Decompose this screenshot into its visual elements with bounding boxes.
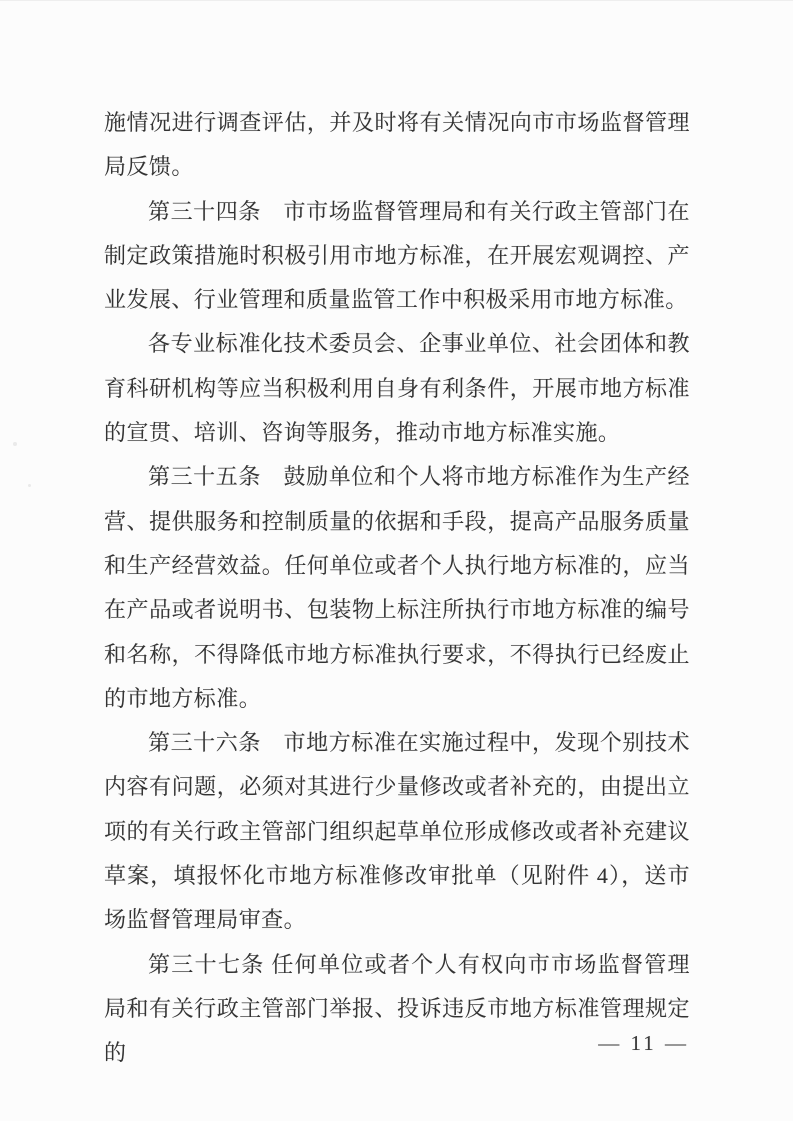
paragraph-article-37: 第三十七条 任何单位或者个人有权向市市场监督管理局和有关行政主管部门举报、投诉违反市地方标准管理规定的 bbox=[104, 951, 690, 1066]
paragraph-committees: 各专业标准化技术委员会、企事业单位、社会团体和教育科研机构等应当积极利用自身有利条件，开展市地方标准的宣贯、培训、咨询等服务，推动市地方标准实施。 bbox=[104, 331, 690, 446]
scan-speck bbox=[13, 442, 17, 446]
page-number: — 11 — bbox=[598, 1031, 689, 1055]
scan-speck bbox=[28, 484, 31, 487]
paragraph-article-34: 第三十四条 市市场监督管理局和有关行政主管部门在制定政策措施时积极引用市地方标准，在开展宏观调控、产业发展、行业管理和质量监管工作中积极采用市地方标准。 bbox=[104, 198, 690, 313]
paragraph-article-35: 第三十五条 鼓励单位和个人将市地方标准作为生产经营、提供服务和控制质量的依据和手段，提高产品服务质量和生产经营效益。任何单位或者个人执行地方标准的，应当在产品或者说明书、包装物上标注所执行市地方标准的编号和名称，不得降低市地方标准执行要求，不得执行已经废止的市地方标准。 bbox=[104, 464, 690, 711]
document-body bbox=[104, 101, 690, 1076]
paragraph-article-36: 第三十六条 市地方标准在实施过程中，发现个别技术内容有问题，必须对其进行少量修改或者补充的，由提出立项的有关行政主管部门组织起草单位形成修改或者补充建议草案，填报怀化市地方标准修改审批单（见附件 4），送市场监督管理局审查。 bbox=[104, 730, 690, 933]
paragraph-continuation: 施情况进行调查评估，并及时将有关情况向市市场监督管理局反馈。 bbox=[104, 110, 690, 180]
